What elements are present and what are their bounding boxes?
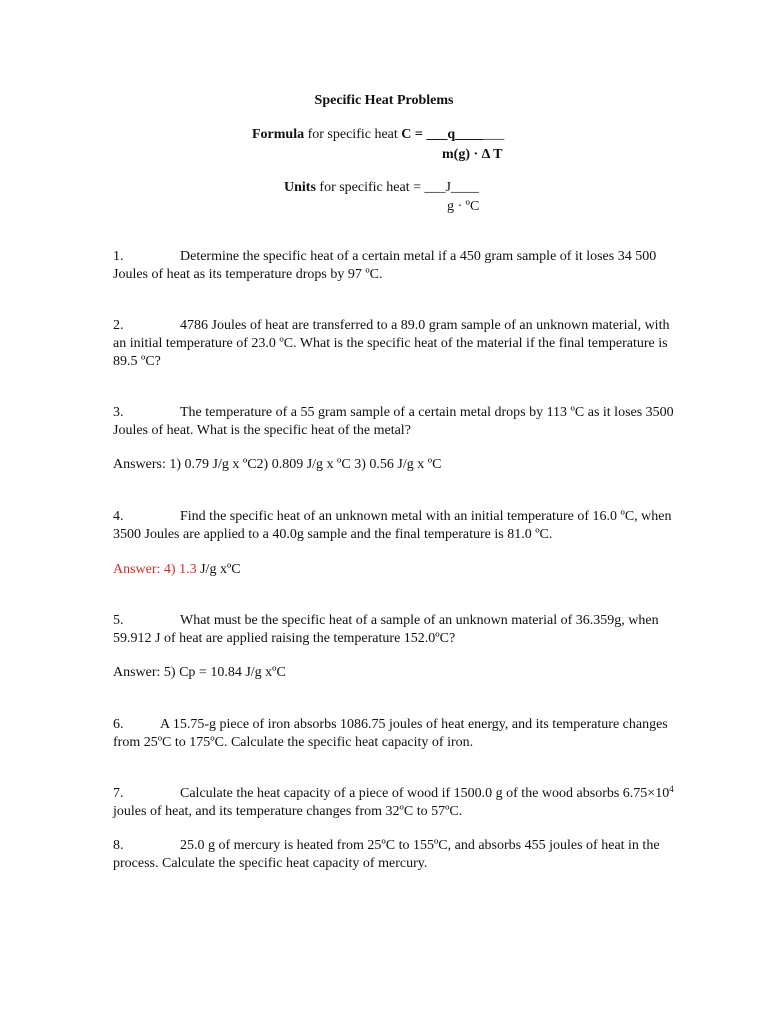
problem-number: 2. [113, 318, 124, 333]
units-label: Units [284, 180, 316, 195]
problem-text: 4786 Joules of heat are transferred to a 89.0 gram sample of an unknown material, with an initial temperature of 23.0 ºC. What is the specific heat of the material if the final temperature is 89.5 ºC? [113, 318, 670, 369]
answer-4-label: Answer: 4) 1.3 [113, 562, 197, 577]
answer-4 [113, 561, 241, 579]
answer-5: Answer: 5) Cp = 10.84 J/g xºC [113, 665, 286, 680]
problem-7 [113, 785, 683, 821]
units-text: for specific heat = [315, 180, 425, 195]
problem-number: 3. [113, 405, 124, 420]
formula-numerator-tail: ___ [483, 127, 505, 142]
answer-4-units: J/g xºC [196, 562, 241, 577]
problem-6 [113, 716, 683, 752]
exponent: 4 [669, 784, 674, 794]
problem-text: 25.0 g of mercury is heated from 25ºC to 155ºC, and absorbs 455 joules of heat in the process. Calculate the specific heat capacity of mercury. [113, 838, 660, 871]
problem-1 [113, 248, 683, 284]
problem-number: 1. [113, 249, 124, 264]
problem-text: Determine the specific heat of a certain metal if a 450 gram sample of it loses 34 500 Joules of heat as its temperature drops by 97 ºC. [113, 249, 657, 282]
problem-text-a: Calculate the heat capacity of a piece of wood if 1500.0 g of the wood absorbs 6.75×10 [180, 786, 670, 801]
formula-label: Formula [252, 127, 305, 142]
formula-text: for specific heat [304, 127, 402, 142]
formula-line [252, 126, 504, 144]
units-numerator: ___J____ [424, 180, 479, 195]
problem-text-b: joules of heat, and its temperature changes from 32ºC to 57ºC. [113, 804, 463, 819]
formula-c-eq: C = [401, 127, 427, 142]
problem-text: A 15.75-g piece of iron absorbs 1086.75 joules of heat energy, and its temperature changes from 25ºC to 175ºC. Calculate the specific heat capacity of iron. [113, 717, 668, 750]
units-line [284, 179, 479, 197]
problem-number: 7. [113, 786, 124, 801]
page-title: Specific Heat Problems [314, 93, 454, 108]
problem-5 [113, 612, 683, 648]
problem-3 [113, 404, 683, 440]
units-denominator: g · ºC [447, 199, 480, 214]
problem-number: 6. [113, 717, 124, 732]
problem-text: The temperature of a 55 gram sample of a certain metal drops by 113 ºC as it loses 3500 Joules of heat. What is the specific heat of the metal? [113, 405, 674, 438]
formula-denominator: m(g) · Δ T [442, 147, 503, 162]
problem-8 [113, 837, 683, 873]
problem-number: 4. [113, 509, 124, 524]
problem-number: 8. [113, 838, 124, 853]
answers-1-3: Answers: 1) 0.79 J/g x ºC2) 0.809 J/g x ºC 3) 0.56 J/g x ºC [113, 457, 442, 472]
formula-numerator: ___q____ [426, 127, 484, 142]
problem-4 [113, 508, 683, 544]
problem-number: 5. [113, 613, 124, 628]
problem-2 [113, 317, 683, 371]
problem-text: What must be the specific heat of a sample of an unknown material of 36.359g, when 59.912 J of heat are applied raising the temperature 152.0ºC? [113, 613, 659, 646]
problem-text: Find the specific heat of an unknown metal with an initial temperature of 16.0 ºC, when 3500 Joules are applied to a 40.0g sample and the final temperature is 81.0 ºC. [113, 509, 672, 542]
